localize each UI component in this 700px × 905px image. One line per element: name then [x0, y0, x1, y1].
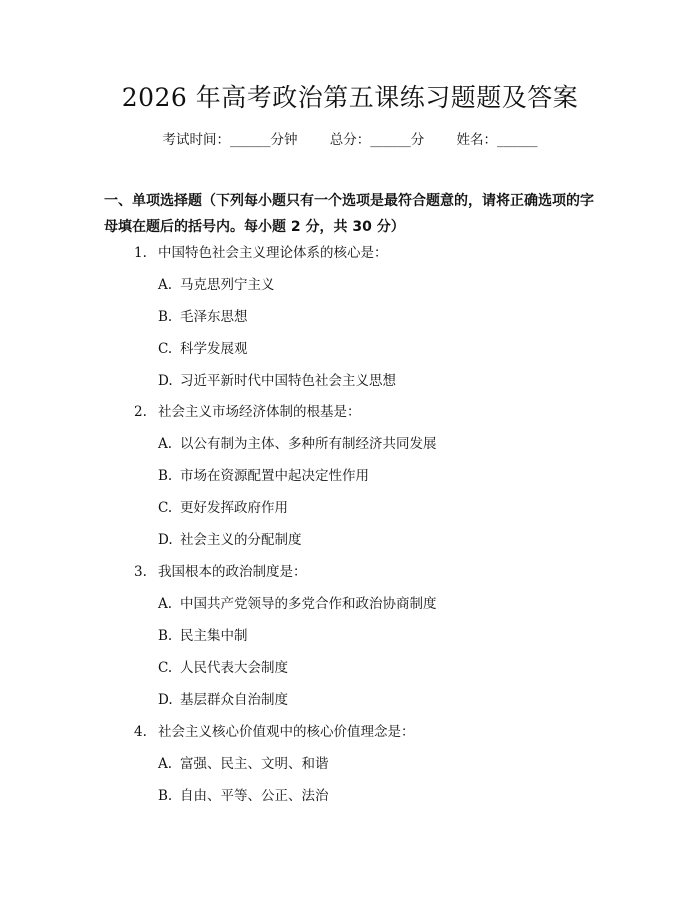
option-item: [158, 434, 437, 454]
option-letter: C.: [158, 660, 173, 676]
option-letter: A.: [158, 436, 173, 452]
question-number: 1.: [134, 245, 147, 261]
question-item: [134, 402, 361, 422]
option-letter: B.: [158, 628, 173, 644]
question-number: 3.: [134, 564, 147, 580]
option-text: 人民代表大会制度: [180, 660, 288, 676]
option-text: 以公有制为主体、多种所有制经济共同发展: [180, 436, 437, 452]
question-text: 我国根本的政治制度是：: [158, 564, 307, 580]
question-text: 社会主义核心价值观中的核心价值理念是：: [158, 724, 415, 740]
question-item: [134, 243, 388, 263]
option-item: [158, 466, 369, 486]
option-text: 更好发挥政府作用: [180, 500, 288, 516]
option-letter: A.: [158, 277, 173, 293]
question-item: [134, 722, 415, 742]
question-number: 2.: [134, 404, 147, 420]
option-letter: A.: [158, 596, 173, 612]
option-letter: B.: [158, 468, 173, 484]
exam-time-field: 考试时间：______分钟: [162, 132, 298, 148]
option-item: [158, 275, 275, 295]
option-letter: D.: [158, 373, 173, 389]
option-text: 中国共产党领导的多党合作和政治协商制度: [180, 596, 437, 612]
option-item: [158, 658, 288, 678]
option-text: 马克思列宁主义: [180, 277, 275, 293]
option-letter: C.: [158, 500, 173, 516]
option-item: [158, 530, 302, 550]
option-item: [158, 371, 396, 391]
question-number: 4.: [134, 724, 147, 740]
question-text: 中国特色社会主义理论体系的核心是：: [158, 245, 388, 261]
option-item: [158, 626, 248, 646]
option-text: 市场在资源配置中起决定性作用: [180, 468, 369, 484]
option-text: 习近平新时代中国特色社会主义思想: [180, 373, 396, 389]
option-item: [158, 498, 288, 518]
option-text: 基层群众自治制度: [180, 692, 288, 708]
option-text: 社会主义的分配制度: [180, 532, 302, 548]
option-letter: B.: [158, 309, 173, 325]
option-item: [158, 307, 248, 327]
option-letter: D.: [158, 692, 173, 708]
option-letter: C.: [158, 341, 173, 357]
student-name-field: 姓名：______: [456, 132, 538, 148]
option-item: [158, 594, 437, 614]
option-item: [158, 339, 248, 359]
total-score-field: 总分：______分: [329, 132, 425, 148]
option-text: 民主集中制: [180, 628, 248, 644]
option-item: [158, 786, 329, 806]
option-letter: A.: [158, 756, 173, 772]
option-text: 毛泽东思想: [180, 309, 248, 325]
exam-info-line: [0, 130, 700, 150]
option-item: [158, 690, 288, 710]
option-text: 科学发展观: [180, 341, 248, 357]
option-text: 自由、平等、公正、法治: [180, 788, 329, 804]
option-letter: B.: [158, 788, 173, 804]
section-heading: 一、单项选择题（下列每小题只有一个选项是最符合题意的，请将正确选项的字母填在题后的括号内。每小题 2 分，共 30 分）: [104, 193, 594, 235]
question-text: 社会主义市场经济体制的根基是：: [158, 404, 361, 420]
document-title: 2026 年高考政治第五课练习题题及答案: [121, 83, 579, 112]
option-text: 富强、民主、文明、和谐: [180, 756, 329, 772]
option-letter: D.: [158, 532, 173, 548]
option-item: [158, 754, 329, 774]
question-item: [134, 562, 307, 582]
